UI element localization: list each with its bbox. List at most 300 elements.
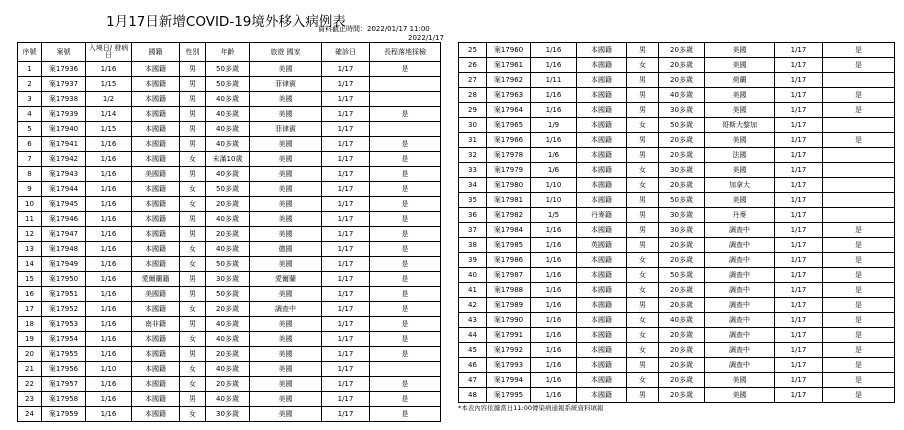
table-row	[459, 73, 895, 88]
cell-age: 20多歲	[206, 227, 250, 242]
cell-confirm: 1/17	[322, 242, 370, 257]
cell-age: 50多歲	[206, 77, 250, 92]
cell-seq: 32	[459, 148, 487, 163]
cell-seq: 23	[18, 392, 42, 407]
cell-entry: 1/16	[86, 377, 132, 392]
cell-sex: 男	[180, 392, 206, 407]
cell-confirm: 1/17	[322, 317, 370, 332]
cell-nat: 本國籍	[132, 242, 180, 257]
cell-longstay: 是	[370, 137, 441, 152]
cell-age: 50多歲	[206, 182, 250, 197]
cell-nat: 本國籍	[132, 197, 180, 212]
cell-entry: 1/16	[531, 253, 577, 268]
cell-seq: 4	[18, 107, 42, 122]
cell-confirm: 1/17	[322, 152, 370, 167]
cell-age: 50多歲	[206, 62, 250, 77]
cell-entry: 1/16	[531, 283, 577, 298]
cell-age: 30多歲	[659, 163, 705, 178]
cell-sex: 女	[627, 118, 659, 133]
case-table-left-body	[18, 62, 441, 422]
cell-case: 案17951	[42, 287, 86, 302]
cell-seq: 15	[18, 272, 42, 287]
cell-longstay	[370, 92, 441, 107]
cell-travel: 美國	[705, 373, 775, 388]
cell-longstay: 是	[370, 392, 441, 407]
cell-entry: 1/15	[86, 77, 132, 92]
cell-nat: 本國籍	[132, 302, 180, 317]
cell-sex: 男	[180, 137, 206, 152]
table-row	[459, 268, 895, 283]
cell-entry: 1/16	[531, 373, 577, 388]
cell-longstay: 是	[823, 268, 895, 283]
cell-entry: 1/16	[531, 238, 577, 253]
cell-age: 40多歲	[659, 313, 705, 328]
table-row	[18, 182, 441, 197]
cell-nat: 本國籍	[577, 388, 627, 403]
cell-nat: 本國籍	[577, 133, 627, 148]
cell-sex: 男	[627, 223, 659, 238]
cell-age: 40多歲	[206, 122, 250, 137]
cell-sex: 女	[180, 377, 206, 392]
cell-longstay: 是	[823, 358, 895, 373]
cell-confirm: 1/17	[775, 388, 823, 403]
cell-sex: 女	[180, 242, 206, 257]
cell-confirm: 1/17	[775, 298, 823, 313]
cell-confirm: 1/17	[322, 77, 370, 92]
table-row	[18, 242, 441, 257]
cell-travel: 美國	[705, 103, 775, 118]
cell-seq: 14	[18, 257, 42, 272]
cell-entry: 1/16	[86, 332, 132, 347]
cell-case: 案17940	[42, 122, 86, 137]
cell-entry: 1/16	[86, 212, 132, 227]
cell-confirm: 1/17	[775, 193, 823, 208]
cell-seq: 35	[459, 193, 487, 208]
table-row	[459, 298, 895, 313]
cell-confirm: 1/17	[322, 167, 370, 182]
cell-travel: 美國	[250, 107, 322, 122]
cell-confirm: 1/17	[775, 253, 823, 268]
cell-case: 案17993	[487, 358, 531, 373]
cell-confirm: 1/17	[775, 223, 823, 238]
cell-confirm: 1/17	[322, 407, 370, 422]
cell-sex: 女	[180, 332, 206, 347]
cell-nat: 愛爾蘭籍	[132, 272, 180, 287]
cell-seq: 41	[459, 283, 487, 298]
cell-nat: 英國籍	[577, 238, 627, 253]
table-row	[18, 332, 441, 347]
cell-entry: 1/16	[86, 287, 132, 302]
table-row	[459, 388, 895, 403]
cell-entry: 1/9	[531, 118, 577, 133]
cell-seq: 33	[459, 163, 487, 178]
cell-longstay: 是	[823, 298, 895, 313]
cell-travel: 美國	[705, 133, 775, 148]
cell-case: 案17991	[487, 328, 531, 343]
cell-case: 案17990	[487, 313, 531, 328]
cell-case: 案17962	[487, 73, 531, 88]
cell-case: 案17989	[487, 298, 531, 313]
cell-confirm: 1/17	[775, 118, 823, 133]
cell-travel: 美國	[250, 62, 322, 77]
cell-longstay: 是	[823, 223, 895, 238]
table-row	[18, 362, 441, 377]
cell-travel: 加拿大	[705, 178, 775, 193]
cell-confirm: 1/17	[775, 178, 823, 193]
cell-longstay: 是	[823, 253, 895, 268]
table-row	[18, 122, 441, 137]
cell-travel: 德國	[250, 242, 322, 257]
cell-nat: 本國籍	[577, 118, 627, 133]
cell-seq: 37	[459, 223, 487, 238]
cell-age: 30多歲	[206, 272, 250, 287]
cell-age: 20多歲	[659, 328, 705, 343]
cell-age: 40多歲	[206, 137, 250, 152]
cell-case: 案17960	[487, 43, 531, 58]
cell-travel: 愛爾蘭	[250, 272, 322, 287]
table-row	[18, 392, 441, 407]
header-entry: 入境日/ 發病日	[86, 43, 132, 62]
cell-case: 案17939	[42, 107, 86, 122]
table-row	[18, 167, 441, 182]
cell-longstay: 是	[370, 287, 441, 302]
cell-entry: 1/15	[86, 122, 132, 137]
cell-travel: 美國	[705, 193, 775, 208]
cell-age: 20多歲	[659, 283, 705, 298]
cell-seq: 43	[459, 313, 487, 328]
cell-nat: 本國籍	[577, 178, 627, 193]
cell-sex: 女	[180, 182, 206, 197]
cell-longstay	[823, 208, 895, 223]
cell-case: 案17981	[487, 193, 531, 208]
cell-confirm: 1/17	[322, 257, 370, 272]
cell-case: 案17982	[487, 208, 531, 223]
cell-sex: 女	[627, 283, 659, 298]
cell-longstay: 是	[823, 58, 895, 73]
cell-age: 50多歲	[206, 257, 250, 272]
cell-entry: 1/16	[531, 88, 577, 103]
cell-travel: 調查中	[705, 223, 775, 238]
cell-age: 20多歲	[659, 58, 705, 73]
cell-confirm: 1/17	[775, 358, 823, 373]
cell-case: 案17937	[42, 77, 86, 92]
table-row	[18, 152, 441, 167]
cell-sex: 男	[180, 317, 206, 332]
cell-age: 50多歲	[659, 268, 705, 283]
cell-seq: 27	[459, 73, 487, 88]
cell-seq: 45	[459, 343, 487, 358]
cell-confirm: 1/17	[322, 212, 370, 227]
table-row	[459, 238, 895, 253]
cell-sex: 男	[180, 227, 206, 242]
cell-longstay	[370, 77, 441, 92]
cell-sex: 男	[627, 133, 659, 148]
page-title: 1月17日新增COVID-19境外移入病例表	[106, 14, 346, 30]
header-longstay: 長程落地採檢	[370, 43, 441, 62]
cell-seq: 30	[459, 118, 487, 133]
cell-nat: 本國籍	[577, 373, 627, 388]
cell-nat: 本國籍	[132, 212, 180, 227]
cell-longstay: 是	[823, 388, 895, 403]
cell-sex: 男	[627, 238, 659, 253]
cell-case: 案17964	[487, 103, 531, 118]
cell-travel: 調查中	[705, 253, 775, 268]
cell-entry: 1/16	[531, 388, 577, 403]
cell-nat: 本國籍	[577, 268, 627, 283]
cell-confirm: 1/17	[322, 107, 370, 122]
cell-travel: 美國	[250, 227, 322, 242]
cell-case: 案17954	[42, 332, 86, 347]
cell-age: 20多歲	[659, 148, 705, 163]
cell-entry: 1/16	[531, 268, 577, 283]
cell-entry: 1/16	[86, 392, 132, 407]
cell-confirm: 1/17	[775, 148, 823, 163]
cell-longstay: 是	[370, 242, 441, 257]
cell-travel: 荷蘭	[705, 73, 775, 88]
cell-confirm: 1/17	[775, 208, 823, 223]
cell-travel: 美國	[250, 377, 322, 392]
cell-case: 案17938	[42, 92, 86, 107]
cell-confirm: 1/17	[775, 373, 823, 388]
header-sex: 性別	[180, 43, 206, 62]
cell-confirm: 1/17	[322, 302, 370, 317]
cell-nat: 本國籍	[577, 343, 627, 358]
cell-case: 案17995	[487, 388, 531, 403]
cell-confirm: 1/17	[322, 287, 370, 302]
cell-nat: 本國籍	[577, 253, 627, 268]
case-table-right-body	[459, 43, 895, 403]
cell-nat: 南非籍	[132, 317, 180, 332]
cell-sex: 男	[180, 287, 206, 302]
cell-longstay: 是	[823, 328, 895, 343]
cell-entry: 1/16	[86, 242, 132, 257]
cell-longstay: 是	[823, 238, 895, 253]
cell-age: 20多歲	[659, 133, 705, 148]
cell-entry: 1/16	[531, 298, 577, 313]
cell-seq: 16	[18, 287, 42, 302]
cell-nat: 本國籍	[132, 137, 180, 152]
cell-seq: 18	[18, 317, 42, 332]
cell-case: 案17956	[42, 362, 86, 377]
cell-nat: 本國籍	[132, 182, 180, 197]
cell-nat: 本國籍	[577, 223, 627, 238]
cell-travel: 哥斯大黎加	[705, 118, 775, 133]
cell-longstay: 是	[370, 107, 441, 122]
cell-entry: 1/16	[86, 137, 132, 152]
cell-age: 40多歲	[206, 92, 250, 107]
cell-travel: 調查中	[705, 283, 775, 298]
cell-longstay: 是	[823, 283, 895, 298]
cell-seq: 38	[459, 238, 487, 253]
cell-travel: 美國	[250, 197, 322, 212]
cell-entry: 1/16	[86, 302, 132, 317]
cell-sex: 男	[627, 208, 659, 223]
cell-sex: 男	[180, 92, 206, 107]
cell-nat: 本國籍	[577, 358, 627, 373]
cell-entry: 1/16	[86, 272, 132, 287]
cell-sex: 男	[627, 103, 659, 118]
cell-case: 案17943	[42, 167, 86, 182]
cell-nat: 本國籍	[577, 328, 627, 343]
table-row	[459, 328, 895, 343]
cell-sex: 男	[180, 347, 206, 362]
cell-sex: 男	[627, 298, 659, 313]
cell-nat: 本國籍	[132, 392, 180, 407]
cell-travel: 美國	[250, 212, 322, 227]
cell-sex: 女	[627, 313, 659, 328]
cell-travel: 調查中	[705, 313, 775, 328]
table-row	[459, 133, 895, 148]
cell-nat: 本國籍	[577, 148, 627, 163]
cell-seq: 2	[18, 77, 42, 92]
cell-entry: 1/16	[86, 317, 132, 332]
cell-travel: 美國	[705, 388, 775, 403]
cell-confirm: 1/17	[322, 92, 370, 107]
table-row	[459, 163, 895, 178]
cell-sex: 男	[627, 388, 659, 403]
cell-age: 20多歲	[659, 343, 705, 358]
cell-confirm: 1/17	[322, 332, 370, 347]
cell-case: 案17987	[487, 268, 531, 283]
cell-case: 案17936	[42, 62, 86, 77]
cell-entry: 1/16	[531, 358, 577, 373]
cell-travel: 美國	[250, 332, 322, 347]
cell-sex: 女	[180, 152, 206, 167]
cell-case: 案17963	[487, 88, 531, 103]
cell-nat: 美國籍	[132, 167, 180, 182]
cell-age: 20多歲	[659, 238, 705, 253]
cell-entry: 1/16	[86, 62, 132, 77]
cell-longstay	[823, 73, 895, 88]
cell-entry: 1/16	[86, 197, 132, 212]
cell-age: 40多歲	[206, 317, 250, 332]
cell-sex: 男	[180, 272, 206, 287]
cell-age: 40多歲	[206, 212, 250, 227]
cell-case: 案17988	[487, 283, 531, 298]
cell-age: 40多歲	[206, 332, 250, 347]
cell-entry: 1/16	[86, 227, 132, 242]
header-case: 案號	[42, 43, 86, 62]
cell-case: 案17947	[42, 227, 86, 242]
table-row	[459, 223, 895, 238]
cell-confirm: 1/17	[322, 62, 370, 77]
cell-sex: 男	[180, 122, 206, 137]
cell-seq: 1	[18, 62, 42, 77]
cell-confirm: 1/17	[322, 377, 370, 392]
cell-confirm: 1/17	[775, 133, 823, 148]
cell-longstay: 是	[370, 212, 441, 227]
cell-age: 40多歲	[206, 107, 250, 122]
cell-longstay: 是	[370, 182, 441, 197]
cell-longstay: 是	[370, 377, 441, 392]
cell-sex: 女	[627, 58, 659, 73]
table-row	[18, 212, 441, 227]
cell-case: 案17942	[42, 152, 86, 167]
cell-seq: 21	[18, 362, 42, 377]
cell-confirm: 1/17	[775, 283, 823, 298]
cell-sex: 女	[180, 407, 206, 422]
cell-age: 30多歲	[659, 208, 705, 223]
cell-travel: 調查中	[250, 302, 322, 317]
table-row	[18, 347, 441, 362]
cell-travel: 美國	[705, 58, 775, 73]
cell-seq: 25	[459, 43, 487, 58]
cell-seq: 20	[18, 347, 42, 362]
cell-longstay: 是	[370, 257, 441, 272]
cell-longstay: 是	[823, 373, 895, 388]
cell-travel: 調查中	[705, 328, 775, 343]
cell-age: 30多歲	[659, 103, 705, 118]
cell-entry: 1/10	[531, 178, 577, 193]
cell-longstay: 是	[823, 88, 895, 103]
cell-confirm: 1/17	[775, 313, 823, 328]
cell-travel: 調查中	[705, 343, 775, 358]
cell-entry: 1/10	[531, 193, 577, 208]
cell-sex: 女	[627, 163, 659, 178]
cell-entry: 1/16	[531, 328, 577, 343]
cell-longstay: 是	[370, 167, 441, 182]
cell-sex: 女	[627, 268, 659, 283]
cell-confirm: 1/17	[322, 137, 370, 152]
table-row	[18, 257, 441, 272]
cell-seq: 13	[18, 242, 42, 257]
cell-seq: 19	[18, 332, 42, 347]
cell-nat: 本國籍	[577, 283, 627, 298]
cell-entry: 1/5	[531, 208, 577, 223]
cell-entry: 1/16	[531, 313, 577, 328]
cell-confirm: 1/17	[322, 197, 370, 212]
table-row	[18, 107, 441, 122]
cell-travel: 美國	[250, 167, 322, 182]
cell-longstay: 是	[370, 347, 441, 362]
cell-nat: 本國籍	[132, 407, 180, 422]
cell-entry: 1/16	[86, 407, 132, 422]
cell-sex: 男	[627, 43, 659, 58]
cell-nat: 本國籍	[132, 227, 180, 242]
cell-longstay: 是	[823, 313, 895, 328]
cell-age: 20多歲	[659, 178, 705, 193]
cell-entry: 1/16	[531, 223, 577, 238]
cell-entry: 1/16	[531, 58, 577, 73]
cell-travel: 美國	[250, 347, 322, 362]
cell-case: 案17966	[487, 133, 531, 148]
cell-confirm: 1/17	[322, 182, 370, 197]
cell-age: 50多歲	[659, 118, 705, 133]
footnote: *本表內容依據當日11:00傳染病通報系統資料填報	[458, 404, 604, 412]
cell-seq: 12	[18, 227, 42, 242]
cell-travel: 調查中	[705, 238, 775, 253]
cell-confirm: 1/17	[322, 272, 370, 287]
cell-entry: 1/10	[86, 362, 132, 377]
cell-travel: 菲律賓	[250, 77, 322, 92]
cell-case: 案17941	[42, 137, 86, 152]
cell-seq: 9	[18, 182, 42, 197]
cell-seq: 46	[459, 358, 487, 373]
table-row	[459, 253, 895, 268]
cell-longstay: 是	[370, 407, 441, 422]
cell-longstay: 是	[370, 332, 441, 347]
cell-nat: 本國籍	[132, 92, 180, 107]
table-row	[459, 208, 895, 223]
table-row	[459, 313, 895, 328]
cell-sex: 男	[180, 107, 206, 122]
cell-sex: 男	[627, 88, 659, 103]
cell-travel: 美國	[250, 287, 322, 302]
cell-longstay: 是	[823, 103, 895, 118]
cell-age: 50多歲	[206, 287, 250, 302]
cell-seq: 3	[18, 92, 42, 107]
cell-age: 30多歲	[659, 223, 705, 238]
